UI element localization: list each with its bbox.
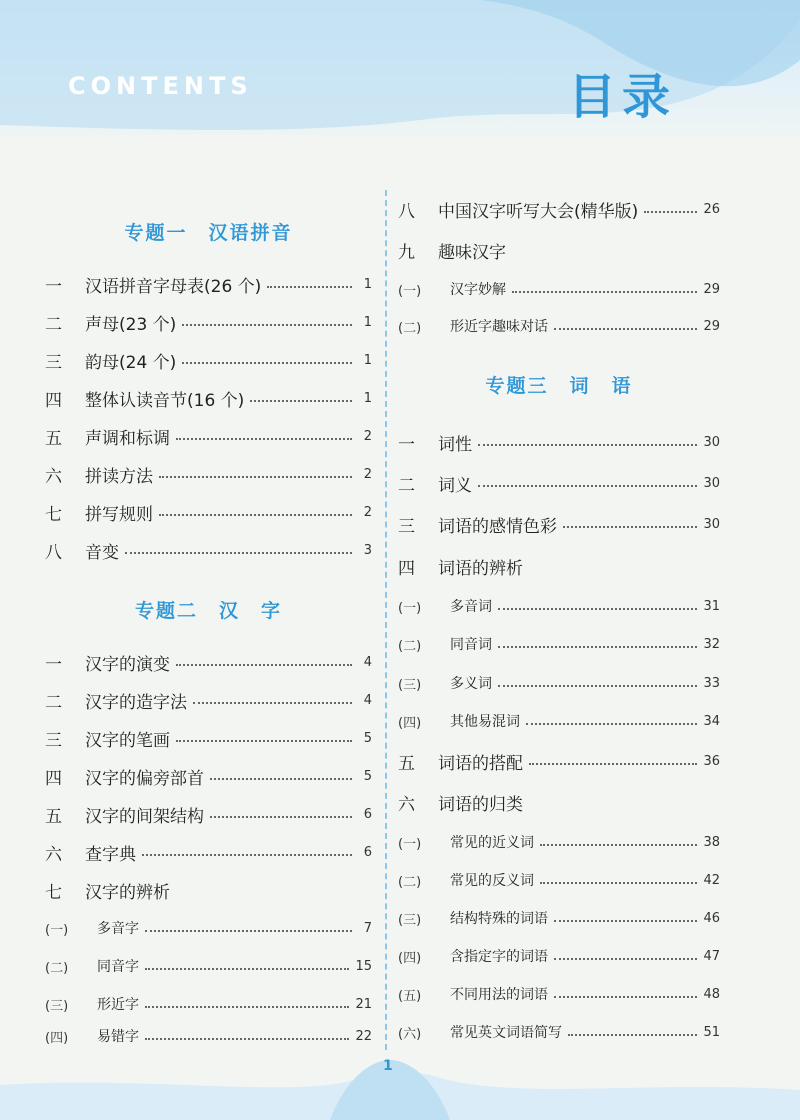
toc-entry[interactable] xyxy=(398,236,720,264)
entry-page: 6 xyxy=(363,844,372,860)
toc-entry[interactable] xyxy=(45,724,372,752)
toc-subentry[interactable] xyxy=(398,828,720,856)
leader-dots xyxy=(644,211,697,213)
toc-subentry[interactable] xyxy=(45,914,372,942)
entry-label: 形近字趣味对话 xyxy=(450,319,548,335)
entry-page: 2 xyxy=(363,466,372,482)
column-divider xyxy=(385,190,387,1050)
leader-dots xyxy=(145,1006,349,1008)
entry-number: (二) xyxy=(398,320,422,336)
entry-number: (四) xyxy=(398,950,422,966)
toc-entry[interactable] xyxy=(45,422,372,450)
entry-number: 五 xyxy=(398,753,415,774)
toc-entry[interactable] xyxy=(398,428,720,456)
entry-number: 四 xyxy=(398,558,415,579)
section-title-hanzi: 专题二 汉 字 xyxy=(134,600,282,622)
entry-page: 4 xyxy=(363,654,372,670)
entry-page: 36 xyxy=(703,753,720,769)
toc-entry[interactable] xyxy=(45,308,372,336)
leader-dots xyxy=(176,740,352,742)
toc-entry[interactable] xyxy=(45,384,372,412)
entry-label: 词语的感情色彩 xyxy=(438,516,557,537)
entry-label: 韵母(24 个) xyxy=(85,352,177,373)
entry-page: 7 xyxy=(363,920,372,936)
leader-dots xyxy=(182,324,352,326)
entry-label: 词性 xyxy=(438,434,472,455)
entry-number: (三) xyxy=(398,912,422,928)
entry-label: 音变 xyxy=(85,542,119,563)
entry-number: (二) xyxy=(398,638,422,654)
toc-entry[interactable] xyxy=(45,762,372,790)
toc-entry[interactable] xyxy=(398,510,720,538)
toc-entry[interactable] xyxy=(45,270,372,298)
entry-number: 三 xyxy=(45,352,62,373)
toc-entry[interactable] xyxy=(398,747,720,775)
entry-number: 六 xyxy=(398,794,415,815)
entry-number: (六) xyxy=(398,1026,422,1042)
entry-page: 51 xyxy=(703,1024,720,1040)
toc-entry[interactable] xyxy=(45,498,372,526)
entry-number: (四) xyxy=(45,1030,69,1046)
toc-entry[interactable] xyxy=(45,838,372,866)
entry-page: 29 xyxy=(703,281,720,297)
leader-dots xyxy=(554,328,697,330)
leader-dots xyxy=(210,778,352,780)
leader-dots xyxy=(267,286,352,288)
entry-number: 三 xyxy=(398,516,415,537)
toc-subentry[interactable] xyxy=(45,952,372,980)
entry-label: 词语的归类 xyxy=(438,794,523,815)
leader-dots xyxy=(210,816,352,818)
entry-label: 词语的辨析 xyxy=(438,558,523,579)
leader-dots xyxy=(182,362,352,364)
toc-subentry[interactable] xyxy=(398,630,720,658)
toc-entry[interactable] xyxy=(45,536,372,564)
entry-number: 八 xyxy=(398,201,415,222)
entry-label: 词义 xyxy=(438,475,472,496)
entry-label: 汉字妙解 xyxy=(450,282,506,298)
entry-label: 整体认读音节(16 个) xyxy=(85,390,245,411)
entry-number: (三) xyxy=(398,677,422,693)
entry-page: 6 xyxy=(363,806,372,822)
entry-page: 38 xyxy=(703,834,720,850)
leader-dots xyxy=(142,854,352,856)
entry-number: 一 xyxy=(45,276,62,297)
entry-page: 3 xyxy=(363,542,372,558)
entry-page: 33 xyxy=(703,675,720,691)
entry-number: 一 xyxy=(45,654,62,675)
entry-page: 30 xyxy=(703,516,720,532)
entry-page: 42 xyxy=(703,872,720,888)
contents-label: CONTENTS xyxy=(68,72,253,100)
leader-dots xyxy=(250,400,352,402)
toc-entry[interactable] xyxy=(45,800,372,828)
entry-label: 汉字的间架结构 xyxy=(85,806,204,827)
toc-entry[interactable] xyxy=(45,876,372,904)
leader-dots xyxy=(540,844,697,846)
toc-subentry[interactable] xyxy=(398,904,720,932)
entry-page: 15 xyxy=(355,958,372,974)
toc-subentry[interactable] xyxy=(398,942,720,970)
entry-page: 4 xyxy=(363,692,372,708)
entry-page: 1 xyxy=(363,352,372,368)
leader-dots xyxy=(554,996,697,998)
entry-number: 七 xyxy=(45,504,62,525)
entry-label: 趣味汉字 xyxy=(438,242,506,263)
toc-subentry[interactable] xyxy=(398,980,720,1008)
entry-page: 46 xyxy=(703,910,720,926)
leader-dots xyxy=(478,444,697,446)
entry-number: 七 xyxy=(45,882,62,903)
leader-dots xyxy=(540,882,697,884)
leader-dots xyxy=(159,476,352,478)
entry-number: 六 xyxy=(45,466,62,487)
entry-label: 常见的近义词 xyxy=(450,835,534,851)
entry-number: (一) xyxy=(398,283,422,299)
section-title-pinyin: 专题一 汉语拼音 xyxy=(124,222,293,244)
leader-dots xyxy=(526,723,697,725)
entry-number: (四) xyxy=(398,715,422,731)
entry-number: (二) xyxy=(45,960,69,976)
entry-label: 中国汉字听写大会(精华版) xyxy=(438,201,639,222)
entry-page: 1 xyxy=(363,276,372,292)
entry-number: 四 xyxy=(45,390,62,411)
toc-entry[interactable] xyxy=(398,195,720,223)
entry-number: (五) xyxy=(398,988,422,1004)
entry-label: 多音词 xyxy=(450,599,492,615)
entry-number: 二 xyxy=(398,475,415,496)
leader-dots xyxy=(498,646,697,648)
entry-page: 47 xyxy=(703,948,720,964)
entry-number: (一) xyxy=(398,600,422,616)
entry-page: 1 xyxy=(363,314,372,330)
entry-page: 29 xyxy=(703,318,720,334)
entry-page: 1 xyxy=(363,390,372,406)
entry-label: 同音词 xyxy=(450,637,492,653)
entry-label: 含指定字的词语 xyxy=(450,949,548,965)
leader-dots xyxy=(529,763,697,765)
entry-label: 汉字的演变 xyxy=(85,654,170,675)
entry-label: 常见英文词语简写 xyxy=(450,1025,562,1041)
entry-label: 形近字 xyxy=(97,997,139,1013)
entry-number: (三) xyxy=(45,998,69,1014)
leader-dots xyxy=(125,552,352,554)
toc-subentry[interactable] xyxy=(398,312,720,340)
toc-subentry[interactable] xyxy=(398,275,720,303)
entry-number: 四 xyxy=(45,768,62,789)
entry-number: 八 xyxy=(45,542,62,563)
leader-dots xyxy=(554,920,697,922)
toc-entry[interactable] xyxy=(45,648,372,676)
toc-subentry[interactable] xyxy=(398,592,720,620)
toc-subentry[interactable] xyxy=(45,990,372,1018)
entry-label: 汉语拼音字母表(26 个) xyxy=(85,276,262,297)
toc-entry[interactable] xyxy=(45,460,372,488)
entry-page: 34 xyxy=(703,713,720,729)
leader-dots xyxy=(498,608,697,610)
leader-dots xyxy=(563,526,697,528)
entry-label: 多音字 xyxy=(97,921,139,937)
entry-label: 不同用法的词语 xyxy=(450,987,548,1003)
toc-entry[interactable] xyxy=(398,788,720,816)
entry-page: 31 xyxy=(703,598,720,614)
entry-page: 2 xyxy=(363,428,372,444)
footer-wave-decoration xyxy=(0,1040,800,1120)
entry-page: 22 xyxy=(355,1028,372,1044)
toc-subentry[interactable] xyxy=(398,669,720,697)
entry-number: 二 xyxy=(45,692,62,713)
leader-dots xyxy=(478,485,697,487)
entry-label: 词语的搭配 xyxy=(438,753,523,774)
toc-subentry[interactable] xyxy=(398,707,720,735)
entry-label: 结构特殊的词语 xyxy=(450,911,548,927)
leader-dots xyxy=(512,291,697,293)
entry-number: (一) xyxy=(398,836,422,852)
entry-page: 5 xyxy=(363,768,372,784)
entry-page: 5 xyxy=(363,730,372,746)
leader-dots xyxy=(145,930,352,932)
entry-label: 汉字的笔画 xyxy=(85,730,170,751)
leader-dots xyxy=(176,664,352,666)
leader-dots xyxy=(554,958,697,960)
leader-dots xyxy=(145,968,349,970)
entry-label: 汉字的辨析 xyxy=(85,882,170,903)
toc-entry[interactable] xyxy=(45,686,372,714)
entry-number: 三 xyxy=(45,730,62,751)
leader-dots xyxy=(176,438,352,440)
toc-entry[interactable] xyxy=(45,346,372,374)
entry-page: 2 xyxy=(363,504,372,520)
entry-label: 常见的反义词 xyxy=(450,873,534,889)
entry-label: 拼读方法 xyxy=(85,466,153,487)
entry-label: 其他易混词 xyxy=(450,714,520,730)
entry-number: 二 xyxy=(45,314,62,335)
entry-number: 一 xyxy=(398,434,415,455)
leader-dots xyxy=(193,702,352,704)
entry-page: 26 xyxy=(703,201,720,217)
entry-number: (一) xyxy=(45,922,69,938)
leader-dots xyxy=(568,1034,697,1036)
toc-entry[interactable] xyxy=(398,552,720,580)
entry-number: 九 xyxy=(398,242,415,263)
toc-entry[interactable] xyxy=(398,469,720,497)
entry-page: 21 xyxy=(355,996,372,1012)
entry-label: 同音字 xyxy=(97,959,139,975)
entry-number: 五 xyxy=(45,428,62,449)
section-title-ciyu: 专题三 词 语 xyxy=(485,375,633,397)
entry-page: 30 xyxy=(703,475,720,491)
entry-label: 查字典 xyxy=(85,844,136,865)
entry-number: (二) xyxy=(398,874,422,890)
leader-dots xyxy=(159,514,352,516)
entry-label: 汉字的偏旁部首 xyxy=(85,768,204,789)
page-number: 1 xyxy=(383,1058,393,1074)
entry-label: 拼写规则 xyxy=(85,504,153,525)
entry-page: 32 xyxy=(703,636,720,652)
entry-label: 汉字的造字法 xyxy=(85,692,187,713)
entry-label: 易错字 xyxy=(97,1029,139,1045)
page-title: 目录 xyxy=(568,69,677,125)
entry-page: 30 xyxy=(703,434,720,450)
entry-label: 多义词 xyxy=(450,676,492,692)
entry-number: 五 xyxy=(45,806,62,827)
leader-dots xyxy=(498,685,697,687)
toc-subentry[interactable] xyxy=(398,866,720,894)
entry-label: 声调和标调 xyxy=(85,428,170,449)
entry-label: 声母(23 个) xyxy=(85,314,177,335)
entry-number: 六 xyxy=(45,844,62,865)
entry-page: 48 xyxy=(703,986,720,1002)
